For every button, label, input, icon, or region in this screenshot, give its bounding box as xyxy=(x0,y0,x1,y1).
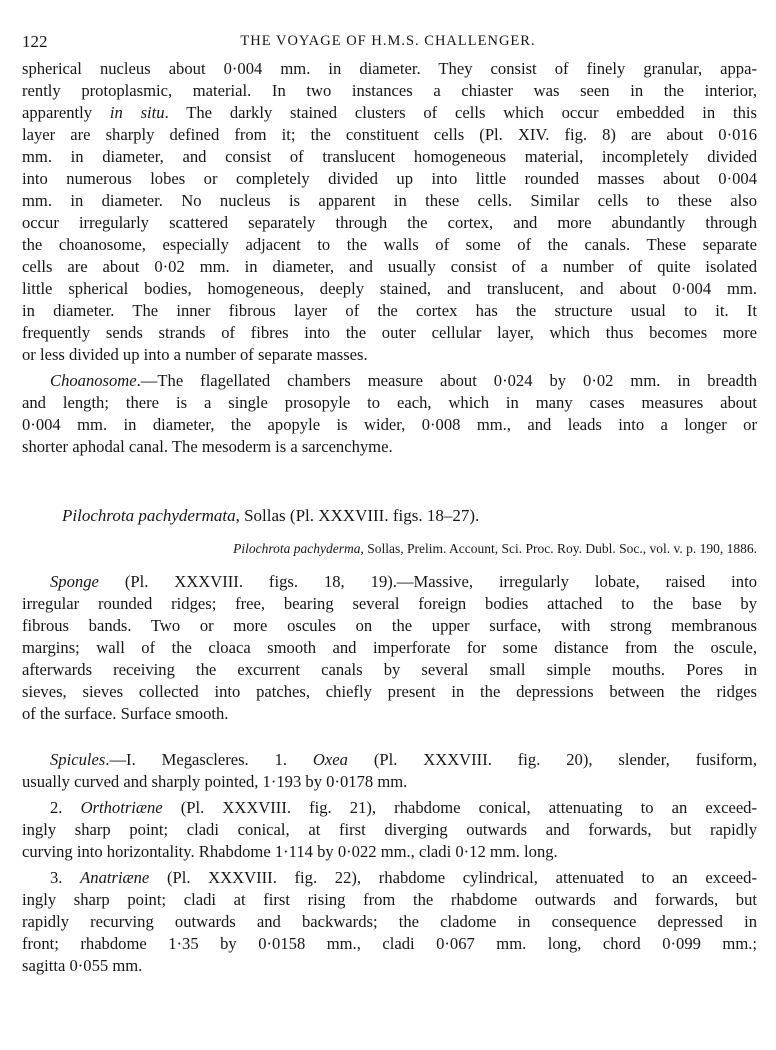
text-segment: , Sollas (Pl. XXXVIII. figs. 18–27). xyxy=(235,506,480,525)
text-segment: .—I. Megascleres. 1. xyxy=(105,750,313,769)
italic-text: Orthotriæne xyxy=(80,798,163,817)
text-line xyxy=(22,659,757,681)
text-segment: (Pl. XXXVIII. fig. 20), slender, fusiform, xyxy=(347,750,757,769)
text-segment: or less divided up into a number of separate masses. xyxy=(22,345,368,364)
text-line xyxy=(22,889,757,911)
text-line xyxy=(22,615,757,637)
text-segment: margins; wall of the cloaca smooth and imperforate for some distance from the oscule, xyxy=(22,638,757,657)
text-segment: (Pl. XXXVIII. fig. 22), rhabdome cylindrical, attenuated to an exceed- xyxy=(149,868,757,887)
text-segment: sagitta 0·055 mm. xyxy=(22,956,143,975)
text-line xyxy=(22,212,757,234)
text-line xyxy=(22,58,757,80)
text-segment: the choanosome, especially adjacent to the walls of some of the canals. These separate xyxy=(22,235,757,254)
text-segment: .—The flagellated chambers measure about 0·024 by 0·02 mm. in breadth xyxy=(136,371,757,390)
italic-text: in situ xyxy=(109,103,165,122)
text-segment: ingly sharp point; cladi at first rising from the rhabdome outwards and forwards, but xyxy=(22,890,757,909)
text-segment: spherical nucleus about 0·004 mm. in diameter. They consist of finely granular, appa- xyxy=(22,59,757,78)
text-line xyxy=(22,344,757,366)
italic-text: Spicules xyxy=(50,750,106,769)
citation xyxy=(128,538,757,560)
text-line xyxy=(50,571,757,593)
text-segment: layer are sharply defined from it; the constituent cells (Pl. XIV. fig. 8) are about 0·016 xyxy=(22,125,757,144)
text-segment: curving into horizontality. Rhabdome 1·114 by 0·022 mm., cladi 0·12 mm. long. xyxy=(22,842,558,861)
text-segment: of the surface. Surface smooth. xyxy=(22,704,229,723)
text-segment: sieves, sieves collected into patches, chiefly present in the depressions between the ridges xyxy=(22,682,757,701)
text-segment: rapidly recurving outwards and backwards; the cladome in consequence depressed in xyxy=(22,912,757,931)
text-segment: apparently xyxy=(22,103,110,122)
text-segment: into numerous lobes or completely divided up into little rounded masses about 0·004 xyxy=(22,169,757,188)
text-line xyxy=(22,593,757,615)
text-segment: ingly sharp point; cladi conical, at first diverging outwards and forwards, but rapidly xyxy=(22,820,757,839)
running-title: THE VOYAGE OF H.M.S. CHALLENGER. xyxy=(240,33,536,49)
text-segment: (Pl. XXXVIII. fig. 21), rhabdome conical, attenuating to an exceed- xyxy=(162,798,758,817)
text-line xyxy=(22,102,757,124)
text-line xyxy=(22,841,757,863)
text-line xyxy=(22,146,757,168)
text-segment: rently protoplasmic, material. In two instances a chiaster was seen in the interior, xyxy=(22,81,757,100)
text-line xyxy=(22,414,757,436)
text-segment: 0·004 mm. in diameter, the apopyle is wider, 0·008 mm., and leads into a longer or xyxy=(22,415,757,434)
italic-text: Oxea xyxy=(312,750,348,769)
text-line xyxy=(22,256,757,278)
text-segment: fibrous bands. Two or more oscules on the upper surface, with strong membranous xyxy=(22,616,757,635)
text-line xyxy=(22,124,757,146)
italic-text: Anatriæne xyxy=(80,868,150,887)
text-line xyxy=(22,771,757,793)
text-line xyxy=(50,797,757,819)
text-line xyxy=(22,278,757,300)
text-line xyxy=(22,637,757,659)
text-line xyxy=(22,300,757,322)
italic-text: Pilochrota pachyderma xyxy=(233,541,361,556)
text-segment: in diameter. The inner fibrous layer of the cortex has the structure usual to it. It xyxy=(22,301,757,320)
text-line xyxy=(22,80,757,102)
text-segment: mm. in diameter. No nucleus is apparent in these cells. Similar cells to these also xyxy=(22,191,757,210)
text-segment: 3. xyxy=(50,868,81,887)
page-number: 122 xyxy=(22,32,48,51)
text-segment: 2. xyxy=(50,798,81,817)
text-line xyxy=(22,234,757,256)
text-line xyxy=(22,392,757,414)
text-line xyxy=(22,703,757,725)
text-line xyxy=(22,681,757,703)
italic-text: Pilochrota pachydermata xyxy=(62,506,236,525)
text-segment: shorter aphodal canal. The mesoderm is a sarcenchyme. xyxy=(22,437,393,456)
text-line xyxy=(22,911,757,933)
text-segment: (Pl. XXXVIII. figs. 18, 19).—Massive, irregularly lobate, raised into xyxy=(98,572,757,591)
text-segment: afterwards receiving the excurrent canals by several small simple mouths. Pores in xyxy=(22,660,757,679)
text-segment: . The darkly stained clusters of cells which occur embedded in this xyxy=(164,103,757,122)
species-heading xyxy=(62,505,479,527)
text-line xyxy=(22,322,757,344)
text-segment: usually curved and sharply pointed, 1·193 by 0·0178 mm. xyxy=(22,772,408,791)
text-line xyxy=(50,370,757,392)
text-line xyxy=(22,955,757,977)
text-segment: occur irregularly scattered separately through the cortex, and more abundantly through xyxy=(22,213,757,232)
text-segment: frequently sends strands of fibres into the outer cellular layer, which thus becomes more xyxy=(22,323,757,342)
text-line xyxy=(22,819,757,841)
italic-text: Choanosome xyxy=(50,371,137,390)
text-segment: irregular rounded ridges; free, bearing several foreign bodies attached to the base by xyxy=(22,594,757,613)
text-line xyxy=(22,436,757,458)
text-line xyxy=(22,168,757,190)
text-segment: front; rhabdome 1·35 by 0·0158 mm., cladi 0·067 mm. long, chord 0·099 mm.; xyxy=(22,934,757,953)
text-segment: cells are about 0·02 mm. in diameter, and usually consist of a number of quite isolated xyxy=(22,257,757,276)
text-line xyxy=(22,190,757,212)
text-segment: mm. in diameter, and consist of translucent homogeneous material, incompletely divided xyxy=(22,147,757,166)
italic-text: Sponge xyxy=(50,572,99,591)
text-segment: little spherical bodies, homogeneous, deeply stained, and translucent, and about 0·004 mm. xyxy=(22,279,757,298)
text-line xyxy=(22,933,757,955)
text-line xyxy=(50,749,757,771)
text-segment: and length; there is a single prosopyle to each, which in many cases measures about xyxy=(22,393,757,412)
text-line xyxy=(50,867,757,889)
text-segment: , Sollas, Prelim. Account, Sci. Proc. Roy. Dubl. Soc., vol. v. p. 190, 1886. xyxy=(360,541,757,556)
